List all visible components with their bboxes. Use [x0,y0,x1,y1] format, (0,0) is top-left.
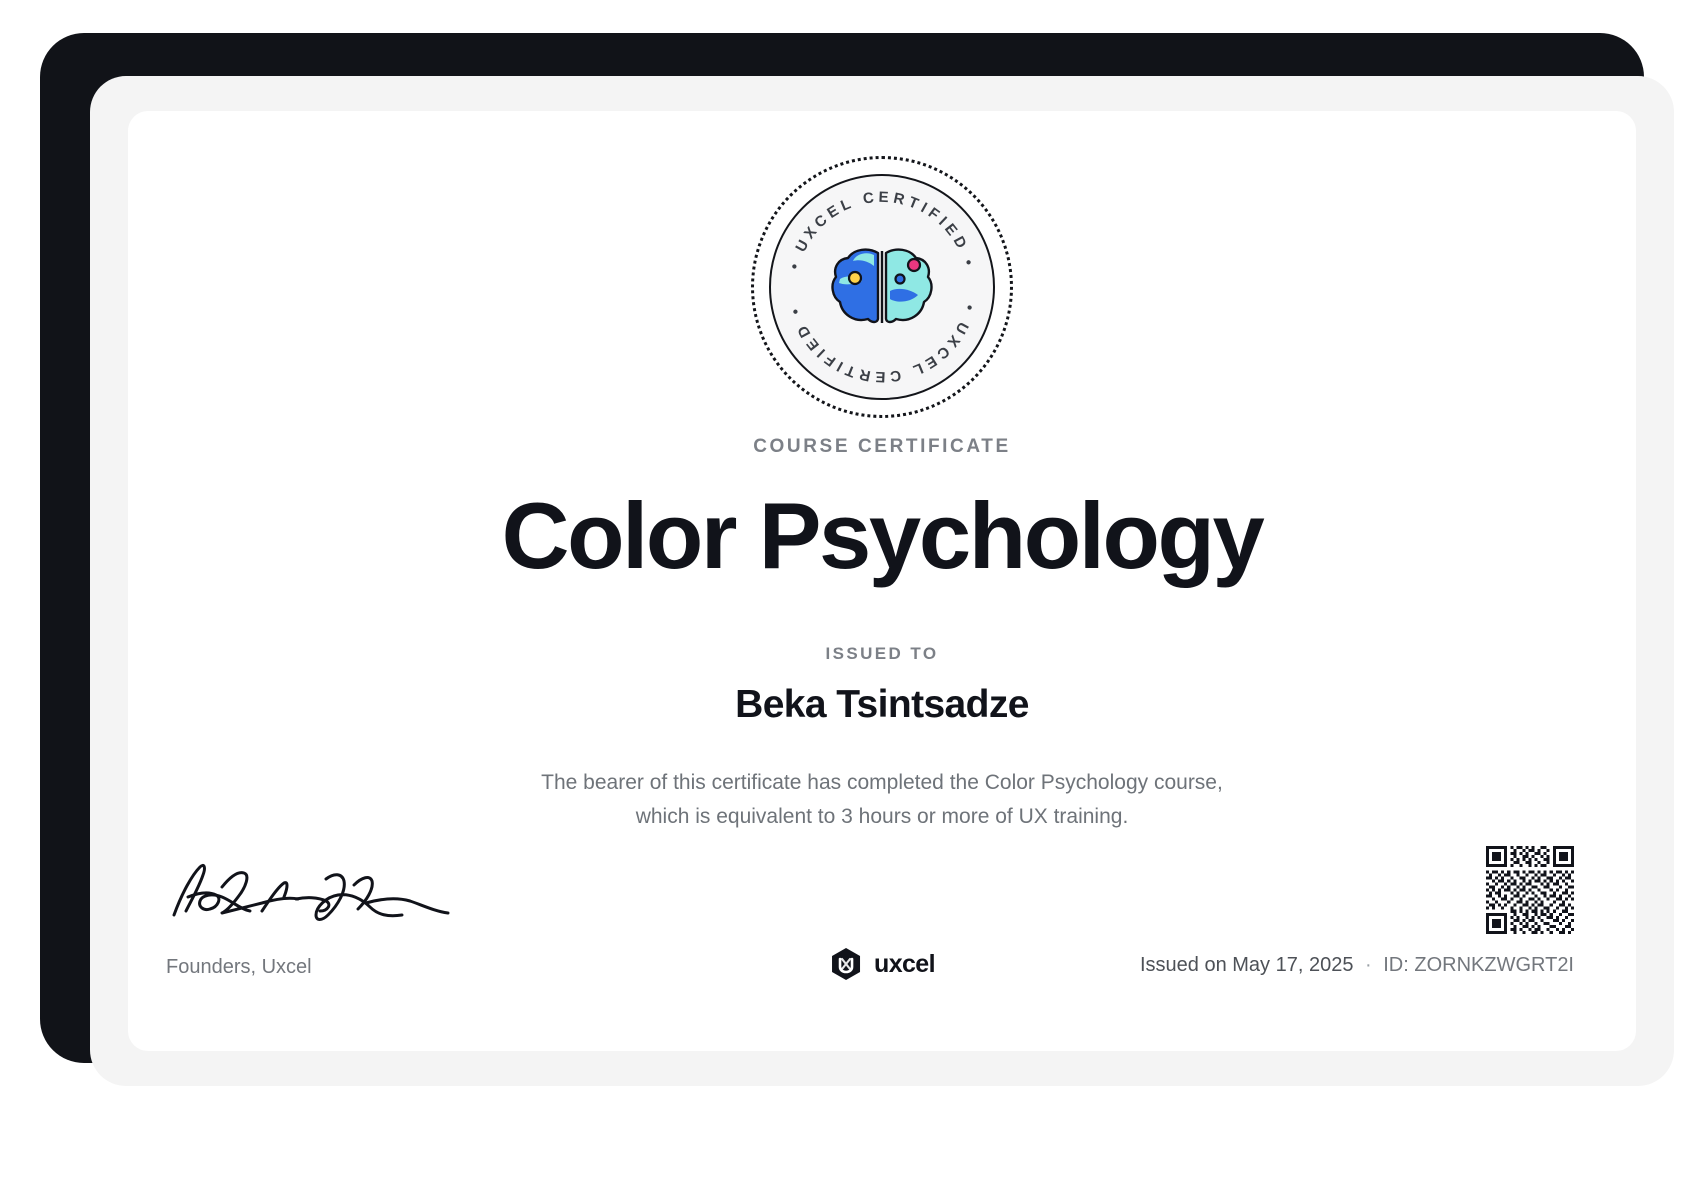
certificate-id: ID: ZORNKZWGRT2I [1383,954,1574,976]
founders-label: Founders, Uxcel [166,956,312,978]
certificate-frame [40,33,1644,1063]
svg-text:• UXCEL CERTIFIED •: • UXCEL CERTIFIED • [785,188,979,272]
uxcel-cube-icon [829,947,863,981]
description-line-2: which is equivalent to 3 hours or more of UX training. [635,805,1129,829]
course-title: Color Psychology [501,483,1263,588]
qr-code[interactable] [1486,846,1574,934]
issue-metadata [1140,954,1574,977]
brand-lockup [829,947,935,981]
certificate-description [432,766,1332,834]
brain-icon [830,245,934,329]
brand-name: uxcel [874,949,935,978]
certification-seal [751,156,1013,418]
meta-separator: · [1365,954,1372,976]
recipient-name: Beka Tsintsadze [735,683,1029,726]
issued-to-label: ISSUED TO [825,644,939,663]
description-line-1: The bearer of this certificate has completed the Color Psychology course, [541,771,1223,794]
issued-on-date: Issued on May 17, 2025 [1139,954,1354,976]
founders-signature [166,853,466,933]
svg-text:• UXCEL CERTIFIED •: • UXCEL CERTIFIED • [785,302,979,386]
certificate-card [128,111,1636,1051]
certificate-eyebrow: COURSE CERTIFICATE [753,436,1011,457]
